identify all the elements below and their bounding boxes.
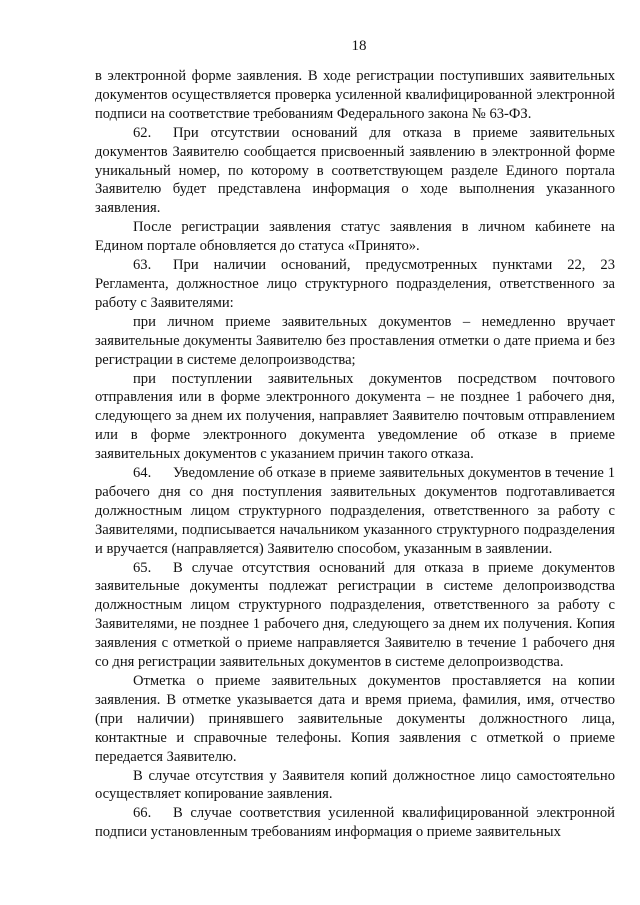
paragraph-text: После регистрации заявления статус заявления в личном кабинете на Едином портале обновляется до статуса «Принято». [95, 219, 615, 255]
paragraph-status-update [95, 218, 615, 256]
paragraph-text: В случае соответствия усиленной квалифицированной электронной подписи установленным требованиям информация о приеме заявительных [95, 805, 615, 841]
clause-number: 63. [133, 257, 152, 274]
paragraph-text: Уведомление об отказе в приеме заявительных документов в течение 1 рабочего дня со дня поступления заявительных документов подготавливается должностным лицом структурного подразделения, ответственного за работу с Заявителями, подписывается начальником указанного структурного подразделения и вручается (направляется) Заявителю способом, указанным в заявлении. [95, 465, 615, 557]
page-number: 18 [351, 38, 367, 54]
paragraph-postal-reception [95, 370, 615, 465]
paragraph-text: При наличии оснований, предусмотренных пунктами 22, 23 Регламента, должностное лицо структурного подразделения, ответственного за работу с Заявителями: [95, 257, 615, 311]
clause-number: 62. [133, 124, 152, 141]
paragraph-65 [95, 559, 615, 672]
paragraph-text: В случае отсутствия у Заявителя копий должностное лицо самостоятельно осуществляет копирование заявления. [95, 767, 615, 803]
paragraph-copy-absence [95, 767, 615, 805]
paragraph-66 [95, 804, 615, 842]
paragraph-text: При отсутствии оснований для отказа в приеме заявительных документов Заявителю сообщается присвоенный заявлению в электронной форме уникальный номер, по которому в соответствующем разделе Единого портала Заявителю будет представлена информация о ходе выполнения указанного заявления. [95, 124, 615, 217]
paragraph-64 [95, 464, 615, 559]
document-page [95, 36, 615, 842]
paragraph-text: В случае отсутствия оснований для отказа в приеме документов заявительные документы подлежат регистрации в системе делопроизводства должностным лицом структурного подразделения, ответственного за работу с Заявителями, не позднее 1 рабочего дня, следующего за днем их получения. Копия заявления с отметкой о приеме направляется Заявителю в течение 1 рабочего дня со дня регистрации заявительных документов в системе делопроизводства. [95, 559, 615, 671]
paragraph-63 [95, 256, 615, 313]
clause-number: 66. [133, 805, 152, 822]
paragraph-continuation [95, 67, 615, 124]
paragraph-text: Отметка о приеме заявительных документов проставляется на копии заявления. В отметке указывается дата и время приема, фамилия, имя, отчество (при наличии) принявшего заявительные документы должностного лица, контактные и справочные телефоны. Копия заявления с отметкой о приеме передается Заявителю. [95, 673, 615, 765]
paragraph-text: при поступлении заявительных документов посредством почтового отправления или в форме электронного документа – не позднее 1 рабочего дня, следующего за днем их получения, направляет Заявителю почтовым отправлением или в форме электронного документа уведомление об отказе в приеме заявительных документов с указанием причин такого отказа. [95, 370, 615, 463]
paragraph-personal-reception [95, 313, 615, 370]
body-text [95, 67, 615, 842]
clause-number: 65. [133, 559, 152, 576]
paragraph-text: в электронной форме заявления. В ходе регистрации поступивших заявительных документов осуществляется проверка усиленной квалифицированной электронной подписи на соответствие требованиям Федерального закона № 63-ФЗ. [95, 68, 615, 122]
paragraph-62 [95, 124, 615, 219]
clause-number: 64. [133, 465, 152, 482]
paragraph-text: при личном приеме заявительных документов – немедленно вручает заявительные документы Заявителю без проставления отметки о дате приема и без регистрации в системе делопроизводства; [95, 313, 615, 368]
paragraph-receipt-mark [95, 672, 615, 767]
